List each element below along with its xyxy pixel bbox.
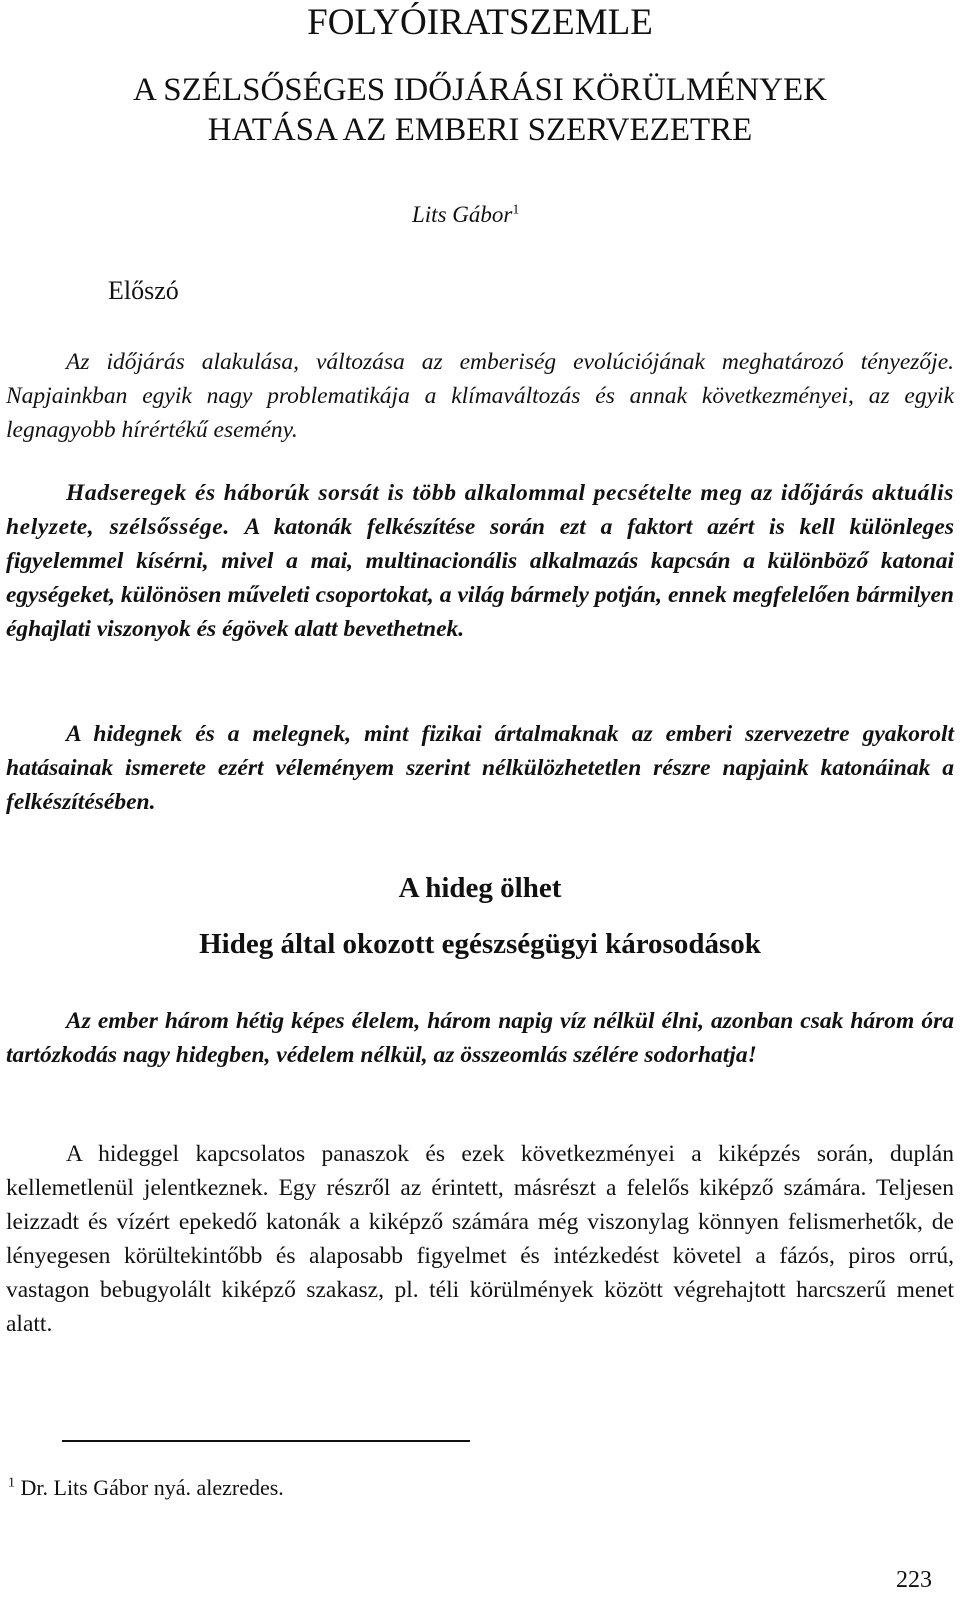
footnote-divider: [62, 1440, 470, 1442]
author-byline: [412, 202, 519, 228]
author-footnote-mark: 1: [512, 202, 520, 218]
paragraph-5: [6, 1137, 954, 1341]
subheading-cold-injuries: Hideg által okozott egészségügyi károsodások: [199, 928, 761, 960]
footnote: [8, 1475, 284, 1501]
paragraph-4-text: Az ember három hétig képes élelem, három napig víz nélkül élni, azonban csak három óra tartózkodás nagy hidegben, védelem nélkül, az összeomlás szélére sodorhatja!: [6, 1008, 954, 1068]
page-number: 223: [896, 1567, 932, 1593]
paragraph-2-text: A katonák felkészítése során ezt a faktort azért is kell különleges figyelemmel kísérni, mivel a mai, multinacionális alkalmazás kapcsán a különböző katonai egységeket, különösen műveleti csoportokat, a világ bármely potján, ennek megfelelően bármilyen éghajlati viszonyok és égövek alatt bevethetnek.: [6, 514, 954, 642]
article-title: [0, 70, 960, 150]
paragraph-1-text: Az időjárás alakulása, változása az emberiség evolúciójának meghatározó tényezője. Napjainkban egyik nagy problematikája a klímaváltozás és annak következményei, az egyik legnagyobb hírértékű esemény.: [6, 349, 954, 443]
section-heading-foreword: Előszó: [108, 276, 179, 305]
article-title-line-2: HATÁSA AZ EMBERI SZERVEZETRE: [207, 112, 753, 148]
footnote-mark: 1: [8, 1475, 15, 1491]
paragraph-2: [6, 476, 954, 646]
article-title-line-1: A SZÉLSŐSÉGES IDŐJÁRÁSI KÖRÜLMÉNYEK: [133, 72, 827, 108]
paragraph-2-bold-text: Hadseregek és háborúk sorsát is több alkalommal pecsételte meg az időjárás aktuális helyzete, szélsőssége.: [6, 480, 954, 540]
footnote-text: Dr. Lits Gábor nyá. alezredes.: [20, 1475, 284, 1500]
author-name: Lits Gábor: [412, 202, 513, 227]
paragraph-4: [6, 1004, 954, 1072]
subheading-cold-kills: A hideg ölhet: [398, 872, 562, 904]
paragraph-5-text: A hideggel kapcsolatos panaszok és ezek következményei a kiképzés során, duplán kellemetlenül jelentkeznek. Egy részről az érintett, másrészt a felelős kiképző számára. Teljesen leizzadt és vízért epekedő katonák a kiképző számára még viszonylag könnyen felismerhetők, de lényegesen körültekintőbb és alaposabb figyelmet és intézkedést követel a fázós, piros orrú, vastagon bebugyolált kiképző szakasz, pl. téli körülmények között végrehajtott harcszerű menet alatt.: [6, 1141, 954, 1337]
journal-section-header: FOLYÓIRATSZEMLE: [307, 2, 653, 43]
paragraph-3: [6, 717, 954, 819]
paragraph-1: [6, 345, 954, 447]
paragraph-3-text: A hidegnek és a melegnek, mint fizikai ártalmaknak az emberi szervezetre gyakorolt hatásainak ismerete ezért véleményem szerint nélkülözhetetlen részre napjaink katonáinak a felkészítésében.: [6, 721, 954, 815]
